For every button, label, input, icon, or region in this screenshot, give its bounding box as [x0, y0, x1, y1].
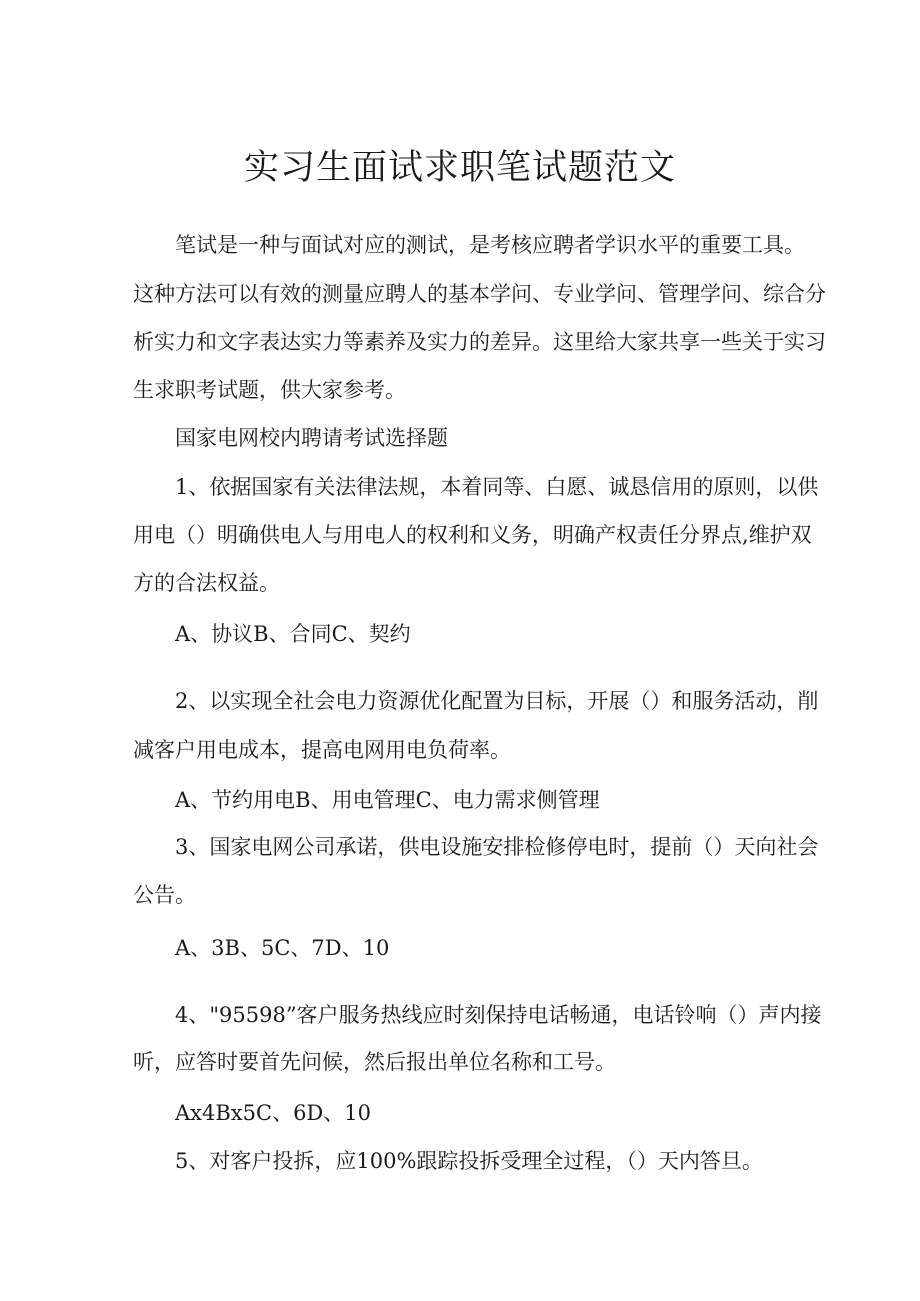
q1-line-3: 方的合法权益。 [133, 571, 280, 595]
q1-options: A、协议B、合同C、契约 [175, 622, 411, 646]
q1-line-2: 用电（）明确供电人与用电人的权利和义务，明确产权责任分界点,维护双 [133, 523, 812, 547]
q4-line-1: 4、"95598”客户服务热线应时刻保持电话畅通，电话铃响（）声内接 [175, 1003, 822, 1027]
q3-line-2: 公告。 [133, 883, 196, 907]
q2-options: A、节约用电B、用电管理C、电力需求侧管理 [175, 788, 600, 812]
q3-line-1: 3、国家电网公司承诺，供电设施安排检修停电时，提前（）天向社会 [175, 835, 819, 859]
q2-line-1: 2、以实现全社会电力资源优化配置为目标，开展（）和服务活动，削 [175, 689, 819, 713]
page-title: 实习生面试求职笔试题范文 [243, 148, 676, 188]
intro-line-4: 生求职考试题，供大家参考。 [133, 378, 406, 402]
section-heading: 国家电网校内聘请考试选择题 [175, 426, 448, 450]
q2-line-2: 减客户用电成本，提高电网用电负荷率。 [133, 738, 511, 762]
intro-line-3: 析实力和文字表达实力等素养及实力的差异。这里给大家共享一些关于实习 [133, 330, 826, 354]
q1-line-1: 1、依据国家有关法律法规，本着同等、白愿、诚恳信用的原则，以供 [175, 475, 819, 499]
intro-line-2: 这种方法可以有效的测量应聘人的基本学问、专业学问、管理学问、综合分 [133, 282, 826, 306]
intro-line-1: 笔试是一种与面试对应的测试，是考核应聘者学识水平的重要工具。 [175, 233, 805, 257]
q4-options: Ax4Bx5C、6D、10 [175, 1101, 371, 1125]
q5-line-1: 5、对客户投拆，应100%跟踪投拆受理全过程，（）天内答旦。 [175, 1149, 763, 1173]
q4-line-2: 听，应答时要首先问候，然后报出单位名称和工号。 [133, 1050, 616, 1074]
q3-options: A、3B、5C、7D、10 [175, 936, 390, 960]
